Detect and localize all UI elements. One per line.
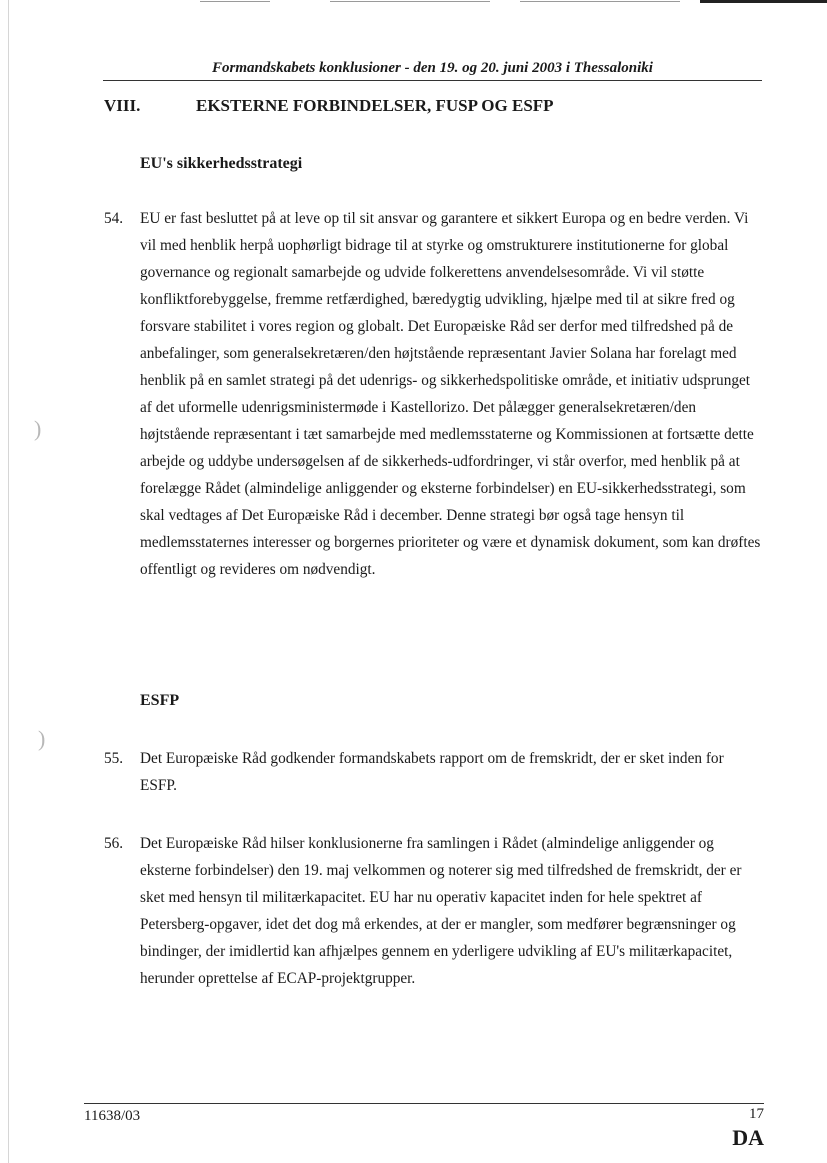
header-rule	[103, 80, 762, 81]
chapter-number: VIII.	[104, 96, 141, 115]
paragraph-text: EU er fast besluttet på at leve op til sit ansvar og garantere et sikkert Europa og en bedre verden. Vi vil med henblik herpå uophørligt bidrage til at styrke og omstrukturere institutionerne for global governance og regionalt samarbejde og udvide folkerettens anvendelsesområde. Vi vil støtte konfliktforebyggelse, fremme retfærdighed, bæredygtig udvikling, hjælpe med til at sikre fred og forsvare stabilitet i vores region og globalt. Det Europæiske Råd ser derfor med tilfredshed på de anbefalinger, som generalsekretæren/den højtstående repræsentant Javier Solana har forelagt med henblik på en samlet strategi på det udenrigs- og sikkerhedspolitiske område, et initiativ udsprunget af det uformelle udenrigsministermøde i Kastellorizo. Det pålægger generalsekretæren/den højtstående repræsentant i tæt samarbejde med medlemsstaterne og Kommissionen at fortsætte dette arbejde og uddybe undersøgelsen af de sikkerheds-udfordringer, vi står overfor, med henblik på at forelægge Rådet (almindelige anliggender og eksterne forbindelser) en EU-sikkerhedsstrategi, som skal vedtages af Det Europæiske Råd i december. Denne strategi bør også tage hensyn til medlemsstaternes interesser og borgernes prioriteter og være et dynamisk dokument, som kan drøftes offentligt og revideres om nødvendigt.	[140, 210, 761, 578]
document-reference: 11638/03	[84, 1108, 141, 1124]
punch-hole-mark: )	[38, 726, 46, 751]
section-heading: ESFP	[140, 692, 180, 709]
top-scan-rule	[0, 0, 827, 4]
language-code: DA	[732, 1125, 764, 1150]
footer-rule	[84, 1103, 764, 1104]
chapter-heading	[104, 96, 764, 118]
section-heading: EU's sikkerhedsstrategi	[140, 155, 303, 172]
paragraph	[104, 830, 764, 992]
running-header: Formandskabets konklusioner - den 19. og 20. juni 2003 i Thessaloniki	[212, 60, 653, 76]
paragraph-number: 56.	[104, 835, 124, 852]
punch-hole-mark: )	[34, 416, 42, 441]
paragraph-number: 54.	[104, 210, 124, 227]
paragraph-number: 55.	[104, 750, 124, 767]
page-number: 17	[749, 1106, 764, 1122]
paragraph	[104, 745, 764, 799]
paragraph-text: Det Europæiske Råd hilser konklusionerne fra samlingen i Rådet (almindelige anliggender og eksterne forbindelser) den 19. maj velkommen og noterer sig med tilfredshed de fremskridt, der er sket med hensyn til militærkapacitet. EU har nu operativ kapacitet inden for hele spektret af Petersberg-opgaver, idet det dog må erkendes, at der er mangler, som medfører begrænsninger og bindinger, der imidlertid kan afhjælpes gennem en yderligere udvikling af EU's militærkapacitet, herunder oprettelse af ECAP-projektgrupper.	[140, 835, 742, 987]
scan-margin-line	[8, 0, 9, 1163]
paragraph-text: Det Europæiske Råd godkender formandskabets rapport om de fremskridt, der er sket inden for ESFP.	[140, 750, 724, 794]
paragraph	[104, 205, 764, 583]
chapter-title: EKSTERNE FORBINDELSER, FUSP OG ESFP	[196, 96, 554, 115]
